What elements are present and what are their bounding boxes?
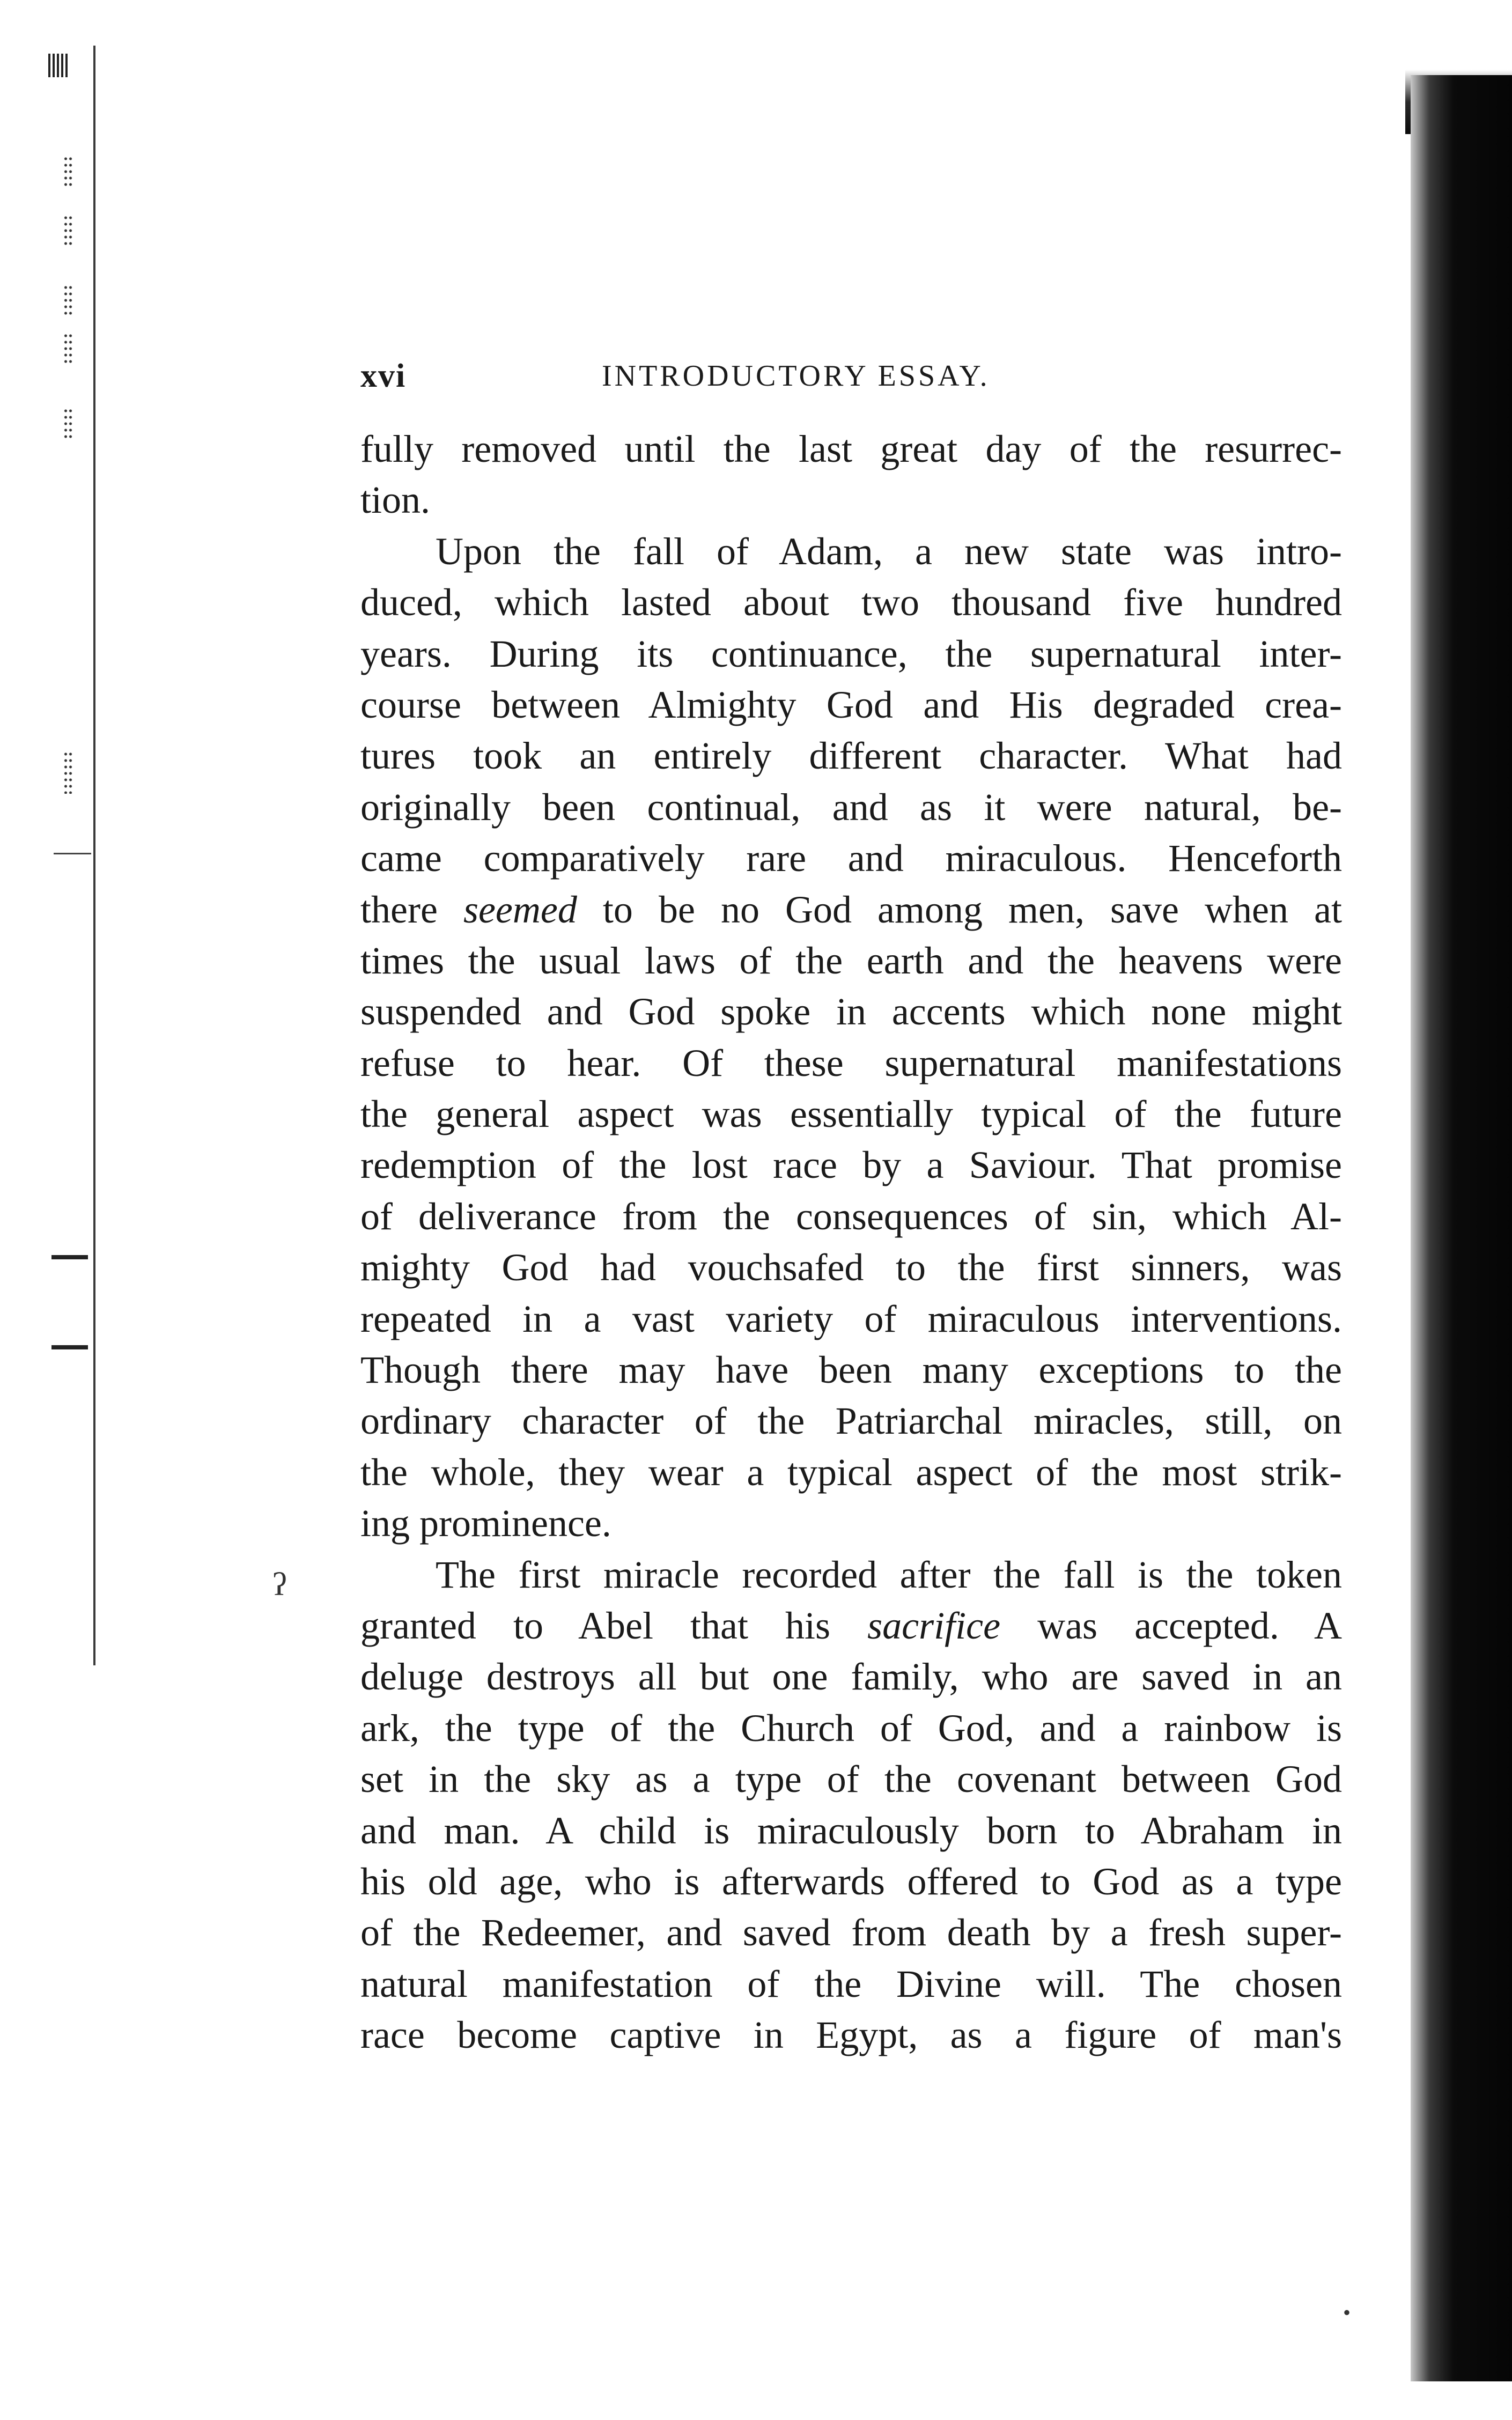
scan-binding-rule <box>93 46 95 1665</box>
text-line: repeated in a vast variety of miraculous interventions. <box>360 1297 1342 1340</box>
text-line: fully removed until the last great day of the resurrec- <box>360 427 1342 470</box>
text-line: of deliverance from the consequences of sin, which Al- <box>360 1194 1342 1238</box>
scan-dots <box>63 156 73 188</box>
scan-binding-mark <box>48 54 70 77</box>
text-line: years. During its continuance, the supernatural inter- <box>360 632 1342 675</box>
text-line: originally been continual, and as it were natural, be- <box>360 785 1342 829</box>
text-line: the whole, they wear a typical aspect of the most strik- <box>360 1450 1342 1494</box>
scan-dash <box>51 1345 88 1349</box>
scan-dots <box>63 408 73 440</box>
text-line: deluge destroys all but one family, who are saved in an <box>360 1655 1342 1699</box>
text-line: the general aspect was essentially typical of the future <box>360 1093 1342 1136</box>
text-line: and man. A child is miraculously born to Abraham in <box>360 1809 1342 1852</box>
text-line: set in the sky as a type of the covenant between God <box>360 1758 1342 1801</box>
text-line: times the usual laws of the earth and the heavens were <box>360 939 1342 982</box>
italic-word: seemed <box>463 888 577 931</box>
scan-dots <box>63 751 73 794</box>
scan-tick <box>54 853 91 854</box>
text-line: Though there may have been many exceptions to the <box>360 1348 1342 1392</box>
text-line: suspended and God spoke in accents which none might <box>360 990 1342 1034</box>
scan-dots <box>63 215 73 247</box>
text-line: ark, the type of the Church of God, and a rainbow is <box>360 1706 1342 1750</box>
text-line: ing prominence. <box>360 1502 611 1545</box>
running-head-title: INTRODUCTORY ESSAY. <box>602 359 990 393</box>
scan-dots <box>63 284 73 316</box>
text-line: of the Redeemer, and saved from death by a fresh super- <box>360 1911 1342 1954</box>
text-line: natural manifestation of the Divine will. The chosen <box>360 1962 1342 2005</box>
text-line: came comparatively rare and miraculous. Henceforth <box>360 837 1342 880</box>
text-line: refuse to hear. Of these supernatural manifestations <box>360 1041 1342 1084</box>
italic-word: sacrifice <box>867 1604 1001 1647</box>
text-line: course between Almighty God and His degraded crea- <box>360 683 1342 726</box>
text-line: race become captive in Egypt, as a figure of man's <box>360 2013 1342 2057</box>
scan-right-edge <box>1411 75 1512 2381</box>
text-line: Upon the fall of Adam, a new state was intro- <box>436 529 1342 573</box>
text-line: there seemed to be no God among men, save when at <box>360 888 1342 931</box>
running-header <box>360 352 1342 400</box>
scan-speck: • <box>1343 2300 1351 2325</box>
text-line: duced, which lasted about two thousand five hundred <box>360 581 1342 624</box>
text-line: tures took an entirely different character. What had <box>360 734 1342 778</box>
text-line: mighty God had vouchsafed to the first sinners, was <box>360 1246 1342 1289</box>
scan-dots <box>63 333 73 365</box>
text-line: ordinary character of the Patriarchal miracles, still, on <box>360 1399 1342 1443</box>
page-number: xvi <box>360 358 407 394</box>
body-text <box>360 424 1342 2061</box>
scan-speck: ʔ <box>272 1567 287 1602</box>
text-line: his old age, who is afterwards offered to God as a type <box>360 1860 1342 1903</box>
text-line: The first miracle recorded after the fall is the token <box>436 1553 1342 1596</box>
text-line: tion. <box>360 478 431 522</box>
text-line: redemption of the lost race by a Saviour. That promise <box>360 1143 1342 1187</box>
text-line: granted to Abel that his sacrifice was accepted. A <box>360 1604 1342 1647</box>
scan-dash <box>51 1255 88 1259</box>
